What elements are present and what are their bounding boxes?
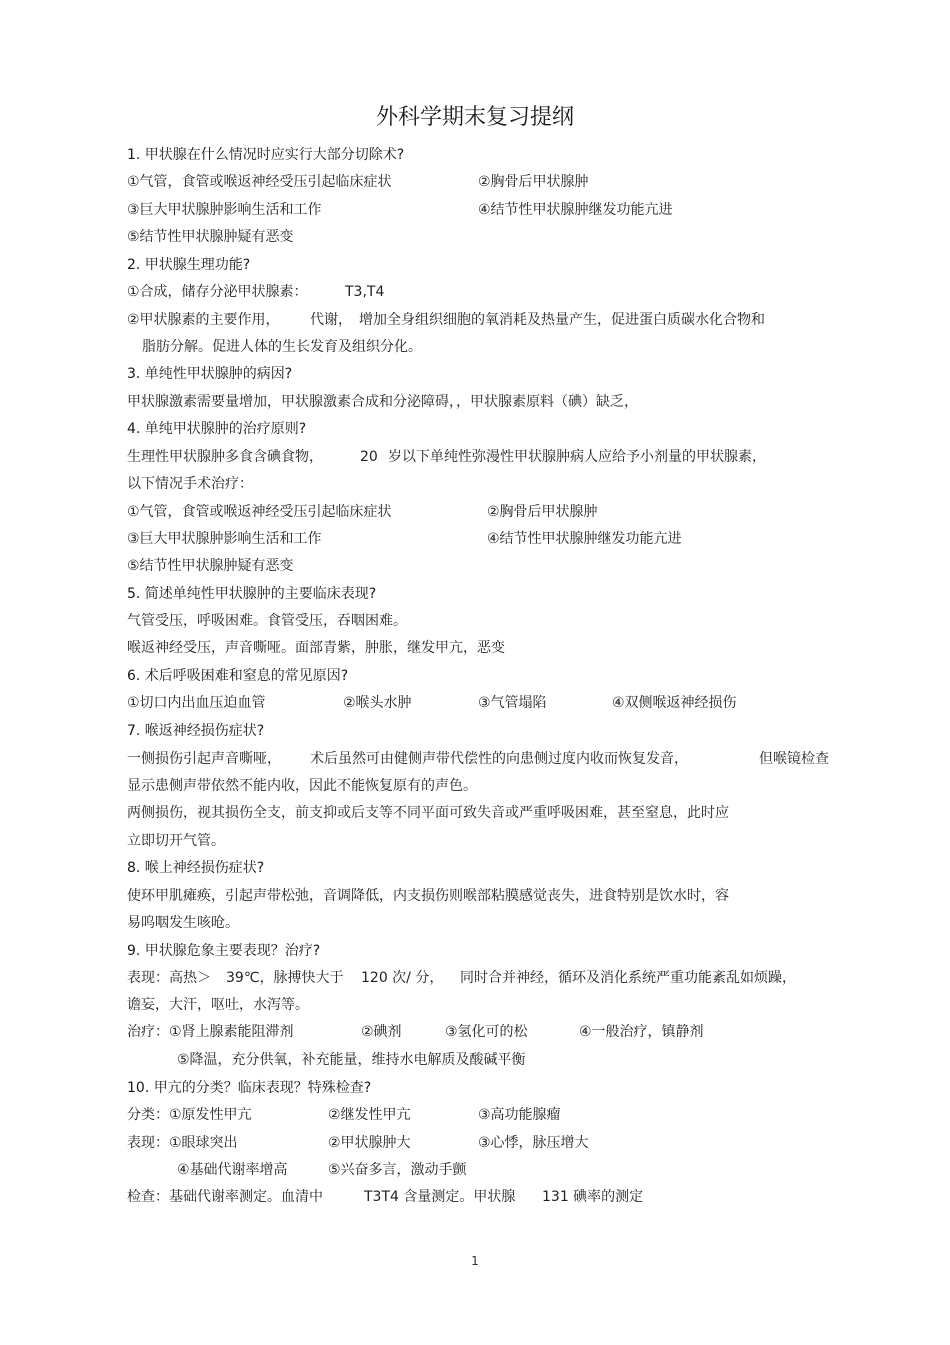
answer-item: ⑤兴奋多言，激动手颤 bbox=[328, 1162, 467, 1178]
answer-text: 生理性甲状腺肿多食含碘食物， bbox=[127, 449, 323, 465]
answer-text: 同时合并神经，循环及消化系统严重功能紊乱如烦躁， bbox=[460, 970, 796, 986]
answer-text: 39℃，脉搏快大于 bbox=[226, 970, 344, 986]
answer-item: ②继发性甲亢 bbox=[328, 1107, 411, 1123]
question-9: 9. 甲状腺危象主要表现？治疗? bbox=[127, 943, 321, 959]
answer-item: ①气管，食管或喉返神经受压引起临床症状 bbox=[127, 174, 392, 190]
answer-item: ③气管塌陷 bbox=[478, 695, 547, 711]
answer-item: ④双侧喉返神经损伤 bbox=[612, 695, 737, 711]
question-5: 5. 简述单纯性甲状腺肿的主要临床表现? bbox=[127, 586, 377, 602]
question-2: 2. 甲状腺生理功能? bbox=[127, 257, 251, 273]
question-4: 4. 单纯甲状腺肿的治疗原则? bbox=[127, 421, 307, 437]
answer-item: ④基础代谢率增高 bbox=[177, 1162, 288, 1178]
answer-text: 120 次/ 分， bbox=[361, 970, 444, 986]
answer-item: ③氢化可的松 bbox=[445, 1024, 528, 1040]
answer-text: ②甲状腺素的主要作用， bbox=[127, 312, 280, 328]
answer-item: ②胸骨后甲状腺肿 bbox=[487, 504, 598, 520]
answer-text: 增加全身组织细胞的氧消耗及热量产生，促进蛋白质碳水化合物和 bbox=[359, 312, 765, 328]
page-number: 1 bbox=[471, 1254, 479, 1268]
answer-item: ①切口内出血压迫血管 bbox=[127, 695, 266, 711]
answer-item: ②甲状腺肿大 bbox=[328, 1135, 411, 1151]
answer-item: 表现：①眼球突出 bbox=[127, 1135, 238, 1151]
question-6: 6. 术后呼吸困难和窒息的常见原因? bbox=[127, 668, 349, 684]
document-title: 外科学期末复习提纲 bbox=[375, 105, 574, 130]
answer-item: ③巨大甲状腺肿影响生活和工作 bbox=[127, 531, 322, 547]
answer-text: 20 bbox=[360, 449, 378, 465]
answer-item: ①气管，食管或喉返神经受压引起临床症状 bbox=[127, 504, 392, 520]
answer-continuation: 脂肪分解。促进人体的生长发育及组织分化。 bbox=[142, 339, 422, 355]
answer-text: 131 碘率的测定 bbox=[542, 1189, 644, 1205]
answer-item: ③高功能腺瘤 bbox=[478, 1107, 561, 1123]
question-10: 10. 甲亢的分类？临床表现？特殊检查? bbox=[127, 1080, 372, 1096]
answer-text: 气管受压，呼吸困难。食管受压，吞咽困难。 bbox=[127, 613, 407, 629]
answer-item: ⑤降温，充分供氧，补充能量，维持水电解质及酸碱平衡 bbox=[177, 1052, 526, 1068]
question-3: 3. 单纯性甲状腺肿的病因? bbox=[127, 366, 293, 382]
answer-text: 以下情况手术治疗： bbox=[127, 476, 253, 492]
answer-text: 使环甲肌瘫痪，引起声带松弛，音调降低，内支损伤则喉部粘膜感觉丧失，进食特别是饮水时，容 bbox=[127, 888, 729, 904]
answer-text: T3T4 含量测定。甲状腺 bbox=[364, 1189, 516, 1205]
answer-item: 治疗：①肾上腺素能阻滞剂 bbox=[127, 1024, 294, 1040]
answer-item: ②胸骨后甲状腺肿 bbox=[478, 174, 589, 190]
question-8: 8. 喉上神经损伤症状? bbox=[127, 860, 265, 876]
answer-text: 岁以下单纯性弥漫性甲状腺肿病人应给予小剂量的甲状腺素， bbox=[388, 449, 766, 465]
answer-item: ⑤结节性甲状腺肿疑有恶变 bbox=[127, 558, 294, 574]
answer-text: 代谢， bbox=[310, 312, 352, 328]
question-7: 7. 喉返神经损伤症状? bbox=[127, 723, 265, 739]
answer-item: ④一般治疗，镇静剂 bbox=[579, 1024, 704, 1040]
answer-item: ③巨大甲状腺肿影响生活和工作 bbox=[127, 202, 322, 218]
answer-text: 术后虽然可由健侧声带代偿性的向患侧过度内收而恢复发音， bbox=[310, 751, 688, 767]
answer-text: ①合成，储存分泌甲状腺素： bbox=[127, 284, 308, 300]
answer-continuation: 谵妄，大汗，呕吐，水泻等。 bbox=[127, 997, 309, 1013]
answer-text: 检查：基础代谢率测定。血清中 bbox=[127, 1189, 323, 1205]
answer-continuation: 显示患侧声带依然不能内收，因此不能恢复原有的声色。 bbox=[127, 778, 477, 794]
answer-item: ④结节性甲状腺肿继发功能亢进 bbox=[478, 202, 673, 218]
answer-item: ②碘剂 bbox=[361, 1024, 402, 1040]
question-1: 1. 甲状腺在什么情况时应实行大部分切除术? bbox=[127, 147, 405, 163]
answer-text: 喉返神经受压，声音嘶哑。面部青紫，肿胀，继发甲亢，恶变 bbox=[127, 640, 505, 656]
answer-text: 甲状腺激素需要量增加，甲状腺激素合成和分泌障碍，，甲状腺素原料（碘）缺乏， bbox=[127, 394, 638, 410]
answer-item: 分类：①原发性甲亢 bbox=[127, 1107, 252, 1123]
answer-continuation: 立即切开气管。 bbox=[127, 833, 225, 849]
answer-text: 但喉镜检查 bbox=[759, 751, 829, 767]
answer-item: ⑤结节性甲状腺肿疑有恶变 bbox=[127, 229, 294, 245]
answer-item: ③心悸，脉压增大 bbox=[478, 1135, 589, 1151]
answer-text: 表现：高热＞ bbox=[127, 970, 211, 986]
answer-item: ②喉头水肿 bbox=[343, 695, 412, 711]
answer-value: T3,T4 bbox=[345, 284, 385, 300]
answer-item: ④结节性甲状腺肿继发功能亢进 bbox=[487, 531, 682, 547]
answer-text: 一侧损伤引起声音嘶哑， bbox=[127, 751, 281, 767]
answer-text: 两侧损伤，视其损伤全支，前支抑或后支等不同平面可致失音或严重呼吸困难，甚至窒息，此时应 bbox=[127, 805, 729, 821]
answer-continuation: 易呜咽发生咳呛。 bbox=[127, 915, 239, 931]
